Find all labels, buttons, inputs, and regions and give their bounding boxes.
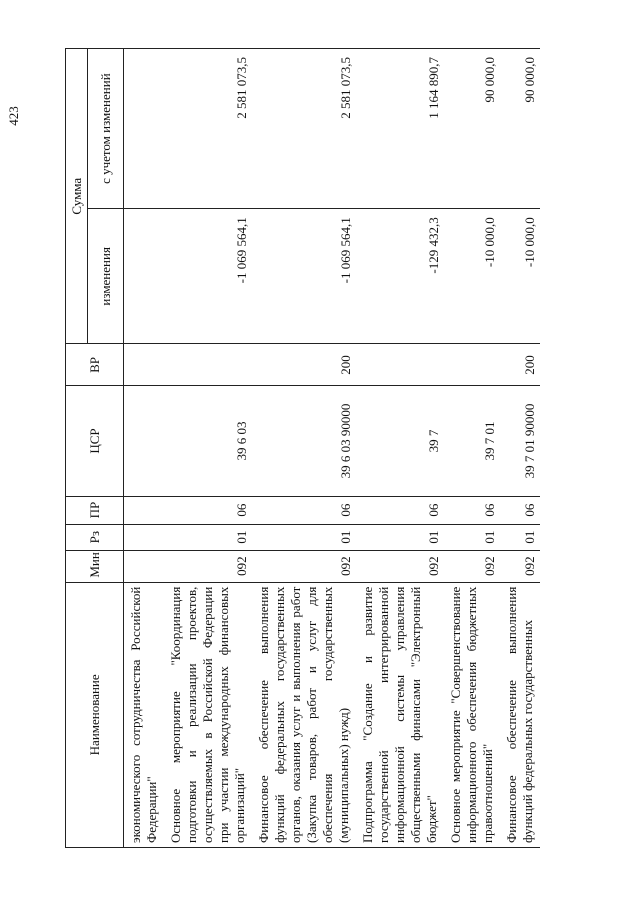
row-vr — [356, 344, 444, 386]
row-pr: 06 — [500, 496, 540, 524]
header-total: с учетом изменений — [88, 49, 124, 209]
page-number: 423 — [6, 106, 21, 126]
table-row — [252, 49, 356, 848]
row-name: экономического сотрудничества Российской Федерации" — [124, 582, 165, 847]
row-change: -10 000,0 — [500, 209, 540, 344]
header-min: Мин — [66, 550, 124, 582]
row-min: 092 — [500, 550, 540, 582]
row-rz — [124, 524, 165, 550]
row-min: 092 — [252, 550, 356, 582]
row-total: 2 581 073,5 — [164, 49, 252, 209]
row-csr: 39 7 01 — [444, 386, 500, 496]
row-pr — [124, 496, 165, 524]
header-sum: Сумма — [66, 49, 88, 344]
table-body — [124, 49, 541, 848]
row-total: 90 000,0 — [500, 49, 540, 209]
row-change: -10 000,0 — [444, 209, 500, 344]
row-csr: 39 7 — [356, 386, 444, 496]
budget-table-region — [65, 48, 585, 848]
table-row — [444, 49, 500, 848]
row-pr: 06 — [444, 496, 500, 524]
row-change: -1 069 564,1 — [164, 209, 252, 344]
row-total — [124, 49, 165, 209]
row-pr: 06 — [356, 496, 444, 524]
row-name: Финансовое обеспечение выполнения функций федеральных государственных — [500, 582, 540, 847]
row-name: Основное мероприятие "Совершенствование информационного обеспечения бюджетных правоотношений" — [444, 582, 500, 847]
header-csr: ЦСР — [66, 386, 124, 496]
row-pr: 06 — [164, 496, 252, 524]
table-row — [124, 49, 165, 848]
row-change: -129 432,3 — [356, 209, 444, 344]
row-rz: 01 — [356, 524, 444, 550]
row-change: -1 069 564,1 — [252, 209, 356, 344]
row-min: 092 — [164, 550, 252, 582]
row-vr — [124, 344, 165, 386]
header-rz: Рз — [66, 524, 124, 550]
header-name: Наименование — [66, 582, 124, 847]
row-rz: 01 — [252, 524, 356, 550]
row-vr: 200 — [500, 344, 540, 386]
table-row — [164, 49, 252, 848]
row-name: Основное мероприятие "Координация подготовки и реализации проектов, осуществляемых в Российской Федерации при участии международных финансовых организаций" — [164, 582, 252, 847]
row-rz: 01 — [164, 524, 252, 550]
row-name: Финансовое обеспечение выполнения функций федеральных государственных органов, оказания услуг и выполнения работ (Закупка товаров, работ и услуг для обеспечения государственных (муниципальных) нужд) — [252, 582, 356, 847]
row-total: 1 164 890,7 — [356, 49, 444, 209]
table-header — [66, 49, 124, 848]
header-change: изменения — [88, 209, 124, 344]
row-rz: 01 — [444, 524, 500, 550]
table-row — [500, 49, 540, 848]
row-total: 90 000,0 — [444, 49, 500, 209]
row-csr: 39 6 03 90000 — [252, 386, 356, 496]
header-vr: ВР — [66, 344, 124, 386]
row-vr — [164, 344, 252, 386]
row-name: Подпрограмма "Создание и развитие государственной интегрированной информационной системы управления общественными финансами "Электронный бюджет" — [356, 582, 444, 847]
row-csr: 39 6 03 — [164, 386, 252, 496]
row-rz: 01 — [500, 524, 540, 550]
row-pr: 06 — [252, 496, 356, 524]
row-min — [124, 550, 165, 582]
row-csr — [124, 386, 165, 496]
row-csr: 39 7 01 90000 — [500, 386, 540, 496]
row-min: 092 — [444, 550, 500, 582]
header-pr: ПР — [66, 496, 124, 524]
budget-table — [65, 48, 540, 848]
row-vr — [444, 344, 500, 386]
row-change — [124, 209, 165, 344]
table-row — [356, 49, 444, 848]
row-total: 2 581 073,5 — [252, 49, 356, 209]
row-min: 092 — [356, 550, 444, 582]
row-vr: 200 — [252, 344, 356, 386]
